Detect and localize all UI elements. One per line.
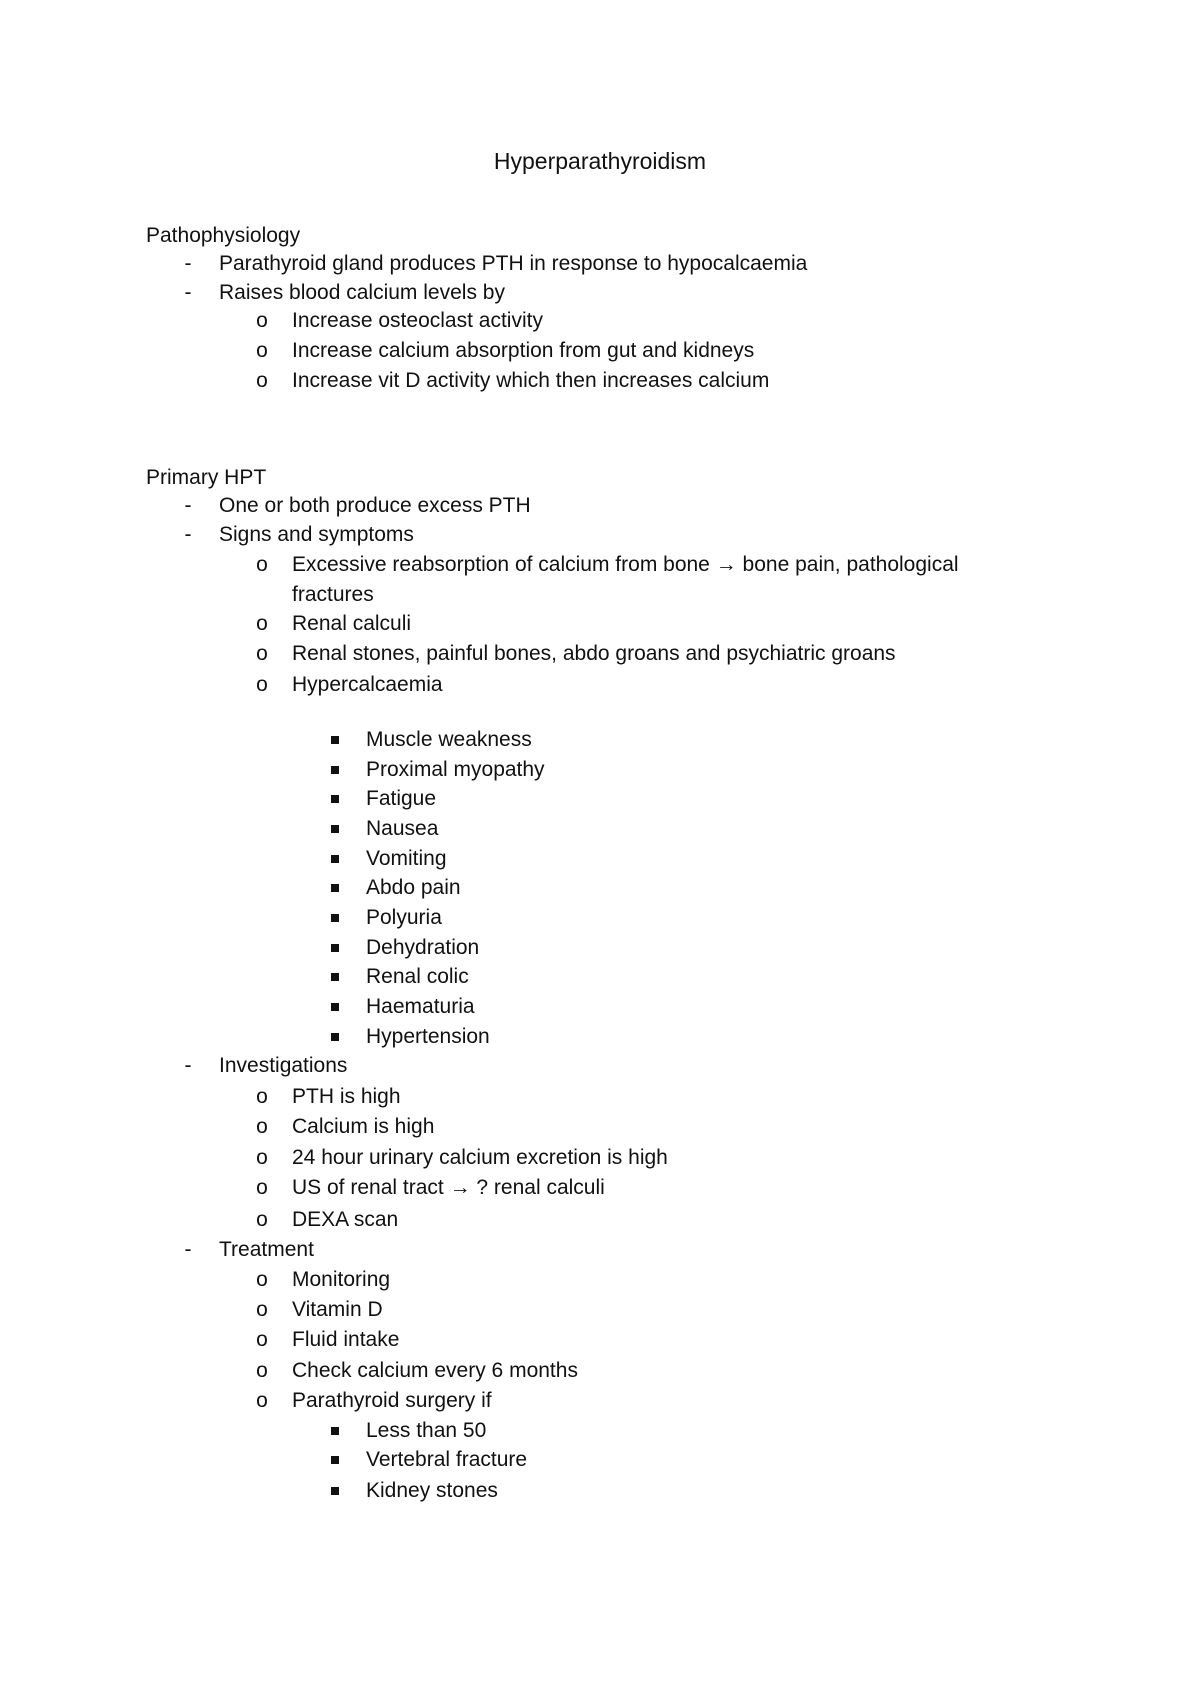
list-item: Nausea: [366, 817, 439, 840]
list-item: Signs and symptoms: [219, 523, 414, 546]
circle-marker: o: [256, 1085, 268, 1108]
list-item: Haematuria: [366, 995, 475, 1018]
square-bullet-icon: [331, 766, 339, 774]
circle-marker: o: [256, 1328, 268, 1351]
list-item-text: US of renal tract: [292, 1176, 444, 1199]
square-bullet-icon: [331, 1003, 339, 1011]
list-item: Parathyroid gland produces PTH in response to hypocalcaemia: [219, 252, 808, 275]
dash-marker: -: [184, 1054, 192, 1077]
list-item: Proximal myopathy: [366, 758, 545, 781]
dash-marker: -: [184, 281, 192, 304]
square-bullet-icon: [331, 825, 339, 833]
square-bullet-icon: [331, 914, 339, 922]
square-bullet-icon: [331, 1487, 339, 1495]
list-item: Hypercalcaemia: [292, 673, 443, 696]
list-item-text: Excessive reabsorption of calcium from bone: [292, 553, 710, 576]
list-item: Monitoring: [292, 1268, 391, 1291]
square-bullet-icon: [331, 736, 339, 744]
list-item: [292, 1174, 605, 1202]
square-bullet-icon: [331, 795, 339, 803]
list-item: Increase calcium absorption from gut and kidneys: [292, 339, 755, 362]
square-bullet-icon: [331, 973, 339, 981]
right-arrow-icon: →: [449, 1176, 471, 1199]
circle-marker: o: [256, 1176, 268, 1199]
dash-marker: -: [184, 1238, 192, 1261]
list-item: Renal calculi: [292, 612, 412, 635]
square-bullet-icon: [331, 944, 339, 952]
list-item: Increase vit D activity which then increases calcium: [292, 369, 770, 392]
square-bullet-icon: [331, 1033, 339, 1041]
circle-marker: o: [256, 642, 268, 665]
list-item: Increase osteoclast activity: [292, 309, 543, 332]
list-item: Dehydration: [366, 936, 480, 959]
circle-marker: o: [256, 309, 268, 332]
list-item-continuation: fractures: [292, 583, 374, 606]
dash-marker: -: [184, 252, 192, 275]
square-bullet-icon: [331, 1427, 339, 1435]
circle-marker: o: [256, 1359, 268, 1382]
page-title: Hyperparathyroidism: [493, 148, 707, 174]
list-item: One or both produce excess PTH: [219, 494, 531, 517]
list-item: Vomiting: [366, 847, 447, 870]
list-item: Vertebral fracture: [366, 1448, 528, 1471]
circle-marker: o: [256, 1298, 268, 1321]
list-item: Fatigue: [366, 787, 437, 810]
section-heading-primary-hpt: Primary HPT: [146, 466, 267, 489]
list-item: Check calcium every 6 months: [292, 1359, 578, 1382]
circle-marker: o: [256, 612, 268, 635]
circle-marker: o: [256, 339, 268, 362]
section-heading-pathophysiology: Pathophysiology: [146, 224, 301, 247]
list-item-text: bone pain, pathological: [742, 553, 959, 576]
circle-marker: o: [256, 369, 268, 392]
list-item: Treatment: [219, 1238, 314, 1261]
list-item: 24 hour urinary calcium excretion is high: [292, 1146, 668, 1169]
list-item: Renal colic: [366, 965, 469, 988]
list-item: Muscle weakness: [366, 728, 532, 751]
circle-marker: o: [256, 1146, 268, 1169]
list-item: Vitamin D: [292, 1298, 383, 1321]
square-bullet-icon: [331, 884, 339, 892]
list-item: Calcium is high: [292, 1115, 435, 1138]
list-item: Investigations: [219, 1054, 348, 1077]
list-item: Polyuria: [366, 906, 442, 929]
right-arrow-icon: →: [715, 553, 737, 576]
circle-marker: o: [256, 1115, 268, 1138]
list-item: Parathyroid surgery if: [292, 1389, 492, 1412]
list-item: Raises blood calcium levels by: [219, 281, 505, 304]
list-item: Kidney stones: [366, 1479, 498, 1502]
list-item: Fluid intake: [292, 1328, 400, 1351]
list-item: Renal stones, painful bones, abdo groans and psychiatric groans: [292, 642, 896, 665]
list-item: Abdo pain: [366, 876, 461, 899]
list-item: Hypertension: [366, 1025, 490, 1048]
circle-marker: o: [256, 553, 268, 576]
list-item: Less than 50: [366, 1419, 487, 1442]
square-bullet-icon: [331, 855, 339, 863]
circle-marker: o: [256, 1268, 268, 1291]
list-item: [292, 551, 959, 579]
circle-marker: o: [256, 1389, 268, 1412]
list-item: DEXA scan: [292, 1208, 399, 1231]
circle-marker: o: [256, 1208, 268, 1231]
square-bullet-icon: [331, 1456, 339, 1464]
circle-marker: o: [256, 673, 268, 696]
list-item: PTH is high: [292, 1085, 401, 1108]
dash-marker: -: [184, 523, 192, 546]
list-item-text: ? renal calculi: [476, 1176, 605, 1199]
dash-marker: -: [184, 494, 192, 517]
